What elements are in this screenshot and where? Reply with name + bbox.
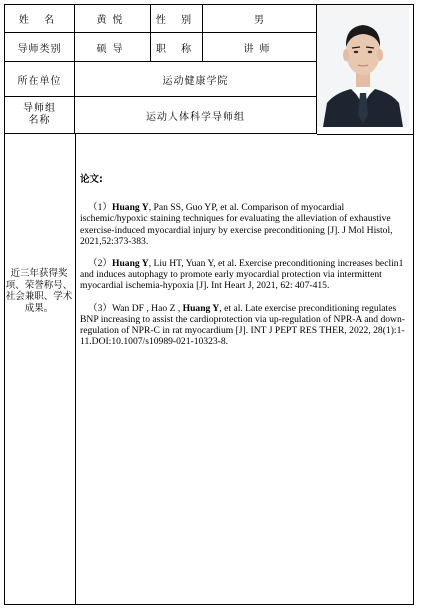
paper-3-author: Huang Y <box>182 302 220 314</box>
unit-label: 所在单位 <box>5 62 75 97</box>
portrait-photo <box>317 5 409 127</box>
supervisor-type-label: 导师类别 <box>5 33 75 62</box>
paper-2-rest: , Liu HT, Yuan Y, et al. Exercise preconditioning increases beclin1 and induces autophagy to promote early myocardial protection via intermittent myocardial ischemia-hypoxia [J]. Int Heart J, 2021, 62: 407-415. <box>80 258 404 292</box>
portrait-image <box>317 5 409 127</box>
gender-value: 男 <box>203 5 317 33</box>
paper-entry-3 <box>80 303 410 348</box>
name-value: 黄悦 <box>75 5 151 33</box>
gender-label: 性 别 <box>151 5 203 33</box>
group-label <box>5 97 75 134</box>
name-label: 姓 名 <box>5 5 75 33</box>
group-label-line1: 导师组 <box>23 103 56 114</box>
supervisor-type-value: 硕导 <box>75 33 151 62</box>
achievements-label: 近三年获得奖项、荣誉称号、社会兼职、学术成果。 <box>5 268 73 314</box>
paper-entry-1 <box>80 202 410 247</box>
paper-2-prefix: （2） <box>88 258 112 270</box>
papers-section <box>80 174 410 358</box>
paper-1-author: Huang Y <box>111 202 149 214</box>
paper-entry-2 <box>80 258 410 292</box>
paper-3-rest: , et al. Late exercise preconditioning regulates BNP increasing to assist the cardioprotection via up-regulation of NPR-A and down-regulation of NPR-C in rat myocardium [J]. INT J PEPT RES THER, 2022, 28(1):1-11.DOI:10.1007/s10989-021-10323-8. <box>80 302 405 348</box>
group-value: 运动人体科学导师组 <box>75 97 317 134</box>
achievements-divider <box>5 134 76 604</box>
paper-2-author: Huang Y <box>111 258 149 270</box>
paper-3-pre-author: Wan DF , Hao Z , <box>111 302 183 314</box>
title-value: 讲师 <box>203 33 317 62</box>
paper-1-prefix: （1） <box>88 202 112 214</box>
title-label: 职 称 <box>151 33 203 62</box>
paper-1-rest: , Pan SS, Guo YP, et al. Comparison of myocardial ischemic/hypoxic staining techniques for evaluating the alleviation of exhaustive exercise-induced myocardial injury by exercise preconditioning [J]. J Mol Histol, 2021,52:373-383. <box>80 202 393 247</box>
group-label-line2: 名称 <box>28 115 51 126</box>
paper-3-prefix: （3） <box>88 302 112 314</box>
unit-value: 运动健康学院 <box>75 62 317 97</box>
papers-heading: 论文: <box>80 174 103 185</box>
